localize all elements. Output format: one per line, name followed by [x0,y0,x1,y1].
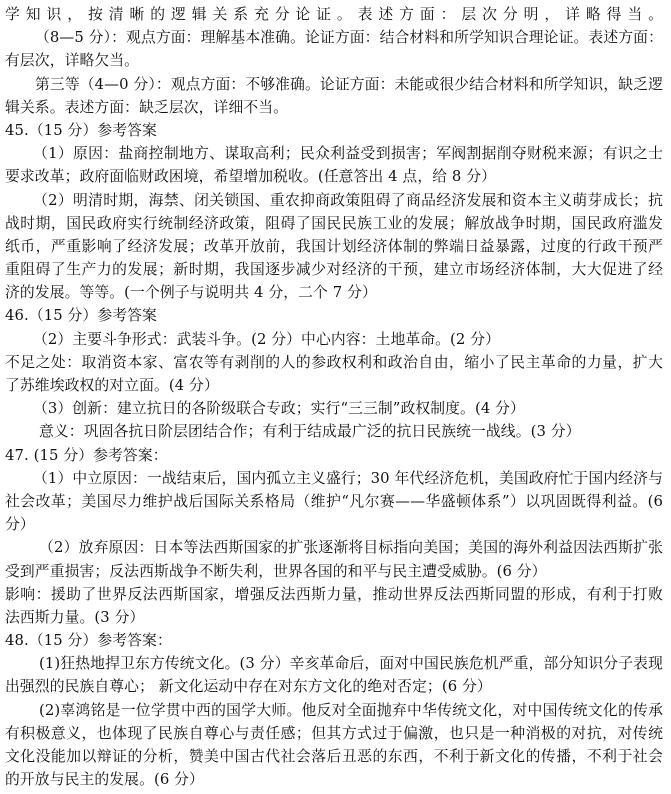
section-heading: 48.（15 分）参考答案： [5,632,172,650]
text-line: 第三等（4—0 分）：观点方面：不够准确。论证方面：未能或很少结合材料和所学知识，缺乏逻 [35,75,663,93]
text-line: （1）中立原因：一战结束后，国内孤立主义盛行；30 年代经济危机，美国政府忙于国内经济与 [33,469,663,487]
text-line: 的开放与民主的发展。(6 分） [5,771,204,789]
text-line: 社会改革；美国尽力维护战后国际关系格局（维护“凡尔赛——华盛顿体系”）以巩固既得利益。(6 [5,492,663,510]
text-line: 受到严重损害；反法西斯战争不断失利，世界各国的和平与民主遭受威胁。(6 分） [5,562,547,580]
section-heading: 45.（15 分）参考答案 [5,121,157,139]
section-heading: 47. (15 分）参考答案： [5,446,168,464]
text-line: 重阻碍了生产力的发展；新时期，我国逐步减少对经济的干预，建立市场经济体制，大大促进了经 [5,261,663,279]
text-line: （3）创新：建立抗日的各阶级联合专政；实行“三三制”政权制度。(4 分） [33,400,525,418]
text-line: （2）明清时期，海禁、闭关锁国、重农抑商政策阻碍了商品经济发展和资本主义萌芽成长；抗 [33,191,663,209]
text-line: (2)辜鸿铭是一位学贯中西的国学大师。他反对全面抛弃中华传统文化，对中国传统文化的传承 [39,701,663,719]
text-line: 法西斯力量。(3 分） [5,608,145,626]
text-line: 不足之处：取消资本家、富农等有剥削的人的参政权利和政治自由，缩小了民主革命的力量，扩大 [5,353,663,371]
text-line: 有积极意义，也体现了民族自尊心与责任感；但其方式过于偏激，也只是一种消极的对抗，对传统 [5,724,663,742]
text-line: 辑关系。表述方面：缺乏层次，详细不当。 [5,98,289,116]
text-line: 学知识，按清晰的逻辑关系充分论证。表述方面：层次分明，详略得当。 [5,6,663,23]
text-line: 战时期，国民政府实行统制经济政策，阻碍了国民民族工业的发展；解放战争时期，国民政府滥发 [5,214,663,232]
document-page [5,3,663,791]
text-line: （2）放弃原因：日本等法西斯国家的扩张逐渐将目标指向美国；美国的海外利益因法西斯扩张 [39,539,663,557]
text-line: 要求改革；政府面临财政困境，希望增加税收。(任意答出 4 点，给 8 分） [5,168,497,186]
text-line: 纸币，严重影响了经济发展；改革开放前，我国计划经济体制的弊端日益暴露，过度的行政干预严 [5,237,663,255]
text-line: 意义：巩固各抗日阶层团结合作；有利于结成最广泛的抗日民族统一战线。(3 分） [39,423,581,441]
text-line: 了苏维埃政权的对立面。(4 分） [5,377,219,394]
text-line: 文化没能加以辩证的分析，赞美中国古代社会落后丑恶的东西，不利于新文化的传播，不利于社会 [5,748,663,765]
text-line: （2）主要斗争形式：武装斗争。(2 分）中心内容：土地革命。(2 分） [33,330,501,348]
text-line: 出强烈的民族自尊心； 新文化运动中存在对东方文化的绝对否定；(6 分） [5,678,492,696]
section-heading: 46.（15 分）参考答案 [5,307,157,325]
text-line: （8—5 分）：观点方面：理解基本准确。论证方面：结合材料和所学知识合理论证。表述方面： [35,29,663,47]
text-line: 分） [5,516,35,534]
text-line: 有层次，详略欠当。 [5,52,140,70]
text-line: （1）原因：盐商控制地方、谋取高利；民众利益受到损害；军阀割据削夺财税来源；有识之士 [33,145,663,163]
text-line: 济的发展。等等。(一个例子与说明共 4 分，二个 7 分） [5,284,377,302]
text-line: (1)狂热地捍卫东方传统文化。(3 分）辛亥革命后，面对中国民族危机严重，部分知识分子表现 [39,655,663,673]
text-line: 影响：援助了世界反法西斯国家，增强反法西斯力量，推动世界反法西斯同盟的形成，有利于打败 [5,585,663,603]
